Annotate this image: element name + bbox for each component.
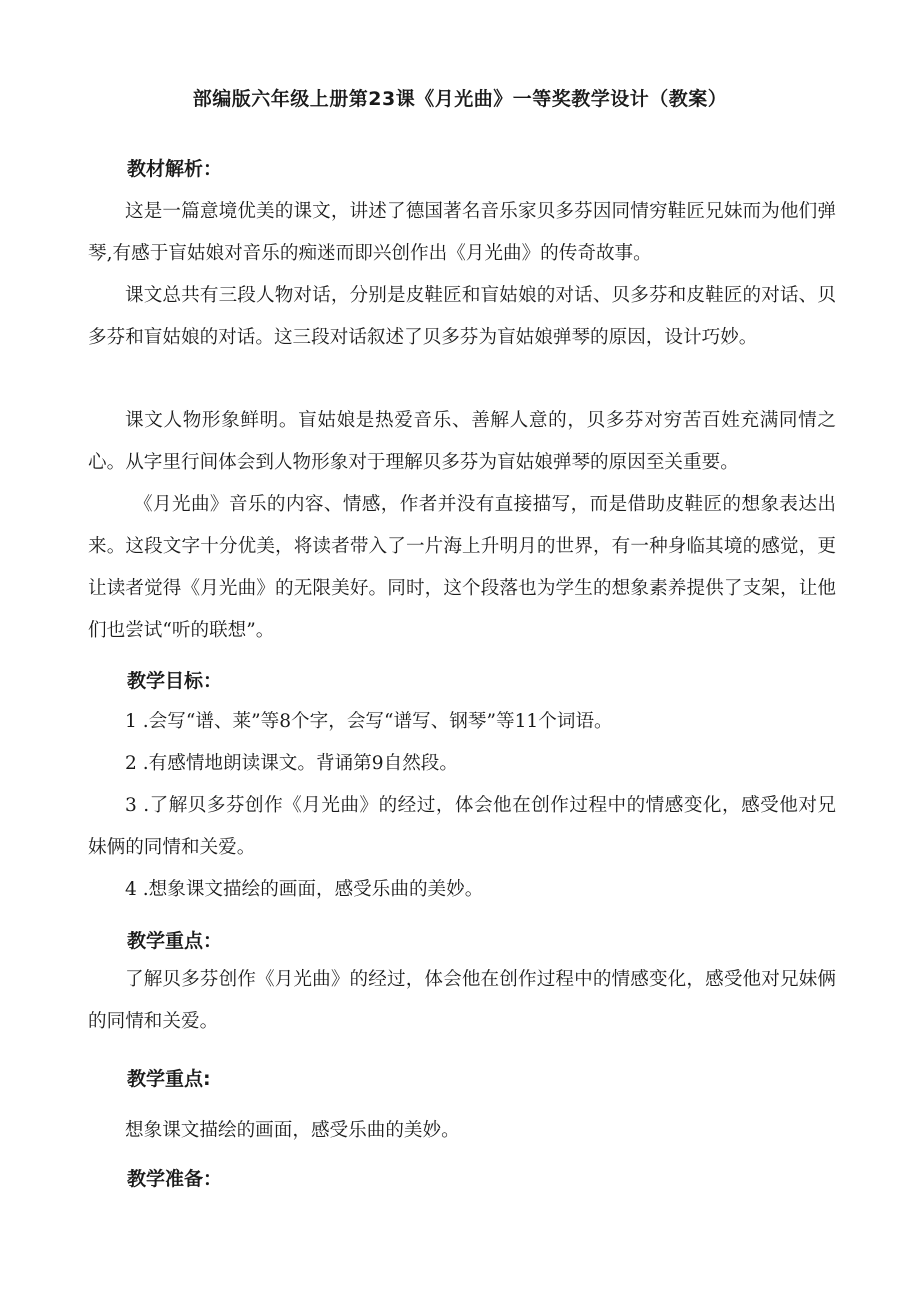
key-points-text: 了解贝多芬创作《月光曲》的经过，体会他在创作过程中的情感变化，感受他对兄妹俩的同情和关爱。 [88, 969, 836, 1032]
key-points-2-text: 想象课文描绘的画面，感受乐曲的美妙。 [125, 1120, 460, 1141]
goal-item-3: 3 .了解贝多芬创作《月光曲》的经过，体会他在创作过程中的情感变化，感受他对兄妹俩的同情和关爱。 [88, 795, 836, 858]
goal-item-1: 1 .会写“谱、莱”等8个字，会写“谱写、钢琴”等11个词语。 [125, 711, 613, 732]
document-title: 部编版六年级上册第23课《月光曲》一等奖教学设计（教案） [192, 88, 728, 110]
goal-item-2: 2 .有感情地朗读课文。背诵第9自然段。 [125, 753, 458, 774]
analysis-paragraph-1: 这是一篇意境优美的课文，讲述了德国著名音乐家贝多芬因同情穷鞋匠兄妹而为他们弹琴,有感于盲姑娘对音乐的痴迷而即兴创作出《月光曲》的传奇故事。 [88, 201, 836, 264]
section-heading-goals: 教学目标： [127, 670, 223, 692]
analysis-paragraph-3: 课文人物形象鲜明。盲姑娘是热爱音乐、善解人意的，贝多芬对穷苦百姓充满同情之心。从字里行间体会到人物形象对于理解贝多芬为盲姑娘弹琴的原因至关重要。 [88, 410, 836, 473]
analysis-paragraph-4: 《月光曲》音乐的内容、情感，作者并没有直接描写，而是借助皮鞋匠的想象表达出来。这段文字十分优美，将读者带入了一片海上升明月的世界，有一种身临其境的感觉，更让读者觉得《月光曲》的无限美好。同时，这个段落也为学生的想象素养提供了支架，让他们也尝试“听的联想”。 [88, 494, 836, 641]
section-heading-key-points: 教学重点： [127, 930, 223, 952]
section-heading-key-points-2: 教学重点: [127, 1068, 211, 1090]
section-heading-analysis: 教材解析： [127, 158, 223, 180]
analysis-paragraph-2: 课文总共有三段人物对话，分别是皮鞋匠和盲姑娘的对话、贝多芬和皮鞋匠的对话、贝多芬和盲姑娘的对话。这三段对话叙述了贝多芬为盲姑娘弹琴的原因，设计巧妙。 [88, 285, 836, 348]
goal-item-4: 4 .想象课文描绘的画面，感受乐曲的美妙。 [125, 879, 484, 900]
section-heading-preparation: 教学准备： [127, 1168, 223, 1190]
